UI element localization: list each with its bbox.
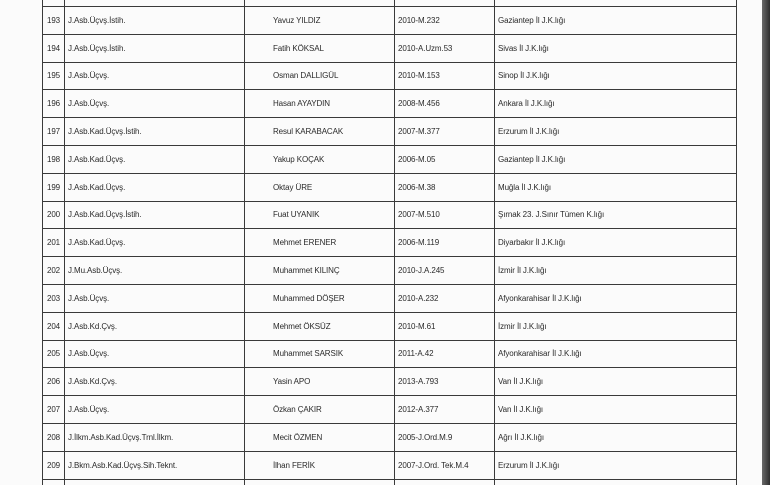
unit-cell: Ankara İl J.K.lığı	[495, 90, 737, 118]
name-cell: Muhammed DÖŞER	[245, 284, 395, 312]
table-row	[43, 423, 737, 451]
rank-cell: J.Asb.Kad.Üçvş.	[65, 229, 245, 257]
rank-cell: J.Asb.Üçvş.	[65, 340, 245, 368]
rank-cell: J.Bkm.Asb.Kad.Üçvş.Sih.Teknt.	[65, 451, 245, 479]
row-number: 196	[43, 90, 65, 118]
row-number: 209	[43, 451, 65, 479]
rank-cell: J.Asb.Üçvş.	[65, 284, 245, 312]
table-row	[43, 34, 737, 62]
table-row	[43, 145, 737, 173]
rank-cell: J.Asb.Kad.Üçvş.İstih.	[65, 118, 245, 146]
name-cell: Oktay ÜRE	[245, 173, 395, 201]
table-row	[43, 368, 737, 396]
sicil-cell: 2010-M.153	[395, 62, 495, 90]
sicil-cell: 2010-J.A.245	[395, 257, 495, 285]
table-row	[43, 173, 737, 201]
row-number: 200	[43, 201, 65, 229]
name-cell: Hasan AYAYDIN	[245, 90, 395, 118]
table-row	[43, 312, 737, 340]
name-cell: Fuat UYANIK	[245, 201, 395, 229]
sicil-cell: 2006-M.119	[395, 229, 495, 257]
row-number: 204	[43, 312, 65, 340]
unit-cell: Afyonkarahisar İl J.K.lığı	[495, 340, 737, 368]
rank-cell: J.Asb.Kd.Çvş.	[65, 312, 245, 340]
unit-cell: Sivas İl J.K.lığı	[495, 34, 737, 62]
unit-cell: Muğla İl J.K.lığı	[495, 173, 737, 201]
row-number: 208	[43, 423, 65, 451]
table-row	[43, 396, 737, 424]
rank-cell: J.Asb.Üçvş.İstih.	[65, 34, 245, 62]
table-row	[43, 90, 737, 118]
sicil-cell: 2007-J.Ord. Tek.M.4	[395, 451, 495, 479]
unit-cell	[495, 479, 737, 485]
unit-cell: Erzurum İl J.K.lığı	[495, 118, 737, 146]
sicil-cell: 2010-A.232	[395, 284, 495, 312]
name-cell: Yakup KOÇAK	[245, 145, 395, 173]
row-number: 201	[43, 229, 65, 257]
name-cell: Yasin APO	[245, 368, 395, 396]
sicil-cell: 2008-M.456	[395, 90, 495, 118]
name-cell	[245, 479, 395, 485]
row-number: 206	[43, 368, 65, 396]
sicil-cell: 2010-M.61	[395, 312, 495, 340]
rank-cell: J.Asb.Üçvş.	[65, 396, 245, 424]
unit-cell: İzmir İl J.K.lığı	[495, 312, 737, 340]
sicil-cell: 2006-M.05	[395, 145, 495, 173]
row-number: 207	[43, 396, 65, 424]
rank-cell: J.Asb.Kad.Üçvş.	[65, 145, 245, 173]
page-edge-shadow	[762, 0, 770, 485]
sicil-cell: 2013-A.793	[395, 368, 495, 396]
table-row	[43, 284, 737, 312]
name-cell: Mecit ÖZMEN	[245, 423, 395, 451]
name-cell: Osman DALLIGÜL	[245, 62, 395, 90]
table-row	[43, 340, 737, 368]
unit-cell: Sinop İl J.K.lığı	[495, 62, 737, 90]
rank-cell: J.İlkm.Asb.Kad.Üçvş.Trnl.İlkm.	[65, 423, 245, 451]
unit-cell: Gaziantep İl J.K.lığı	[495, 7, 737, 35]
table-row	[43, 62, 737, 90]
row-number: 202	[43, 257, 65, 285]
rank-cell: J.Asb.Kd.Çvş.	[65, 368, 245, 396]
name-cell: Resul KARABACAK	[245, 118, 395, 146]
rank-cell: J.Asb.Üçvş.	[65, 90, 245, 118]
name-cell: Muhammet KILINÇ	[245, 257, 395, 285]
sicil-cell: 2011-A.42	[395, 340, 495, 368]
unit-cell: Afyonkarahisar İl J.K.lığı	[495, 284, 737, 312]
row-number: 194	[43, 34, 65, 62]
personnel-table	[42, 0, 737, 485]
unit-cell: Ağrı İl J.K.lığı	[495, 423, 737, 451]
name-cell: Fatih KÖKSAL	[245, 34, 395, 62]
row-number: 203	[43, 284, 65, 312]
unit-cell: Şırnak 23. J.Sınır Tümen K.lığı	[495, 201, 737, 229]
table-row	[43, 201, 737, 229]
table-row	[43, 451, 737, 479]
table-row	[43, 479, 737, 485]
rank-cell: J.Mu.Asb.Üçvş.	[65, 257, 245, 285]
row-number	[43, 479, 65, 485]
sicil-cell: 2005-J.Ord.M.9	[395, 423, 495, 451]
sicil-cell: 2006-M.38	[395, 173, 495, 201]
unit-cell: İzmir İl J.K.lığı	[495, 257, 737, 285]
row-number: 199	[43, 173, 65, 201]
unit-cell: Erzurum İl J.K.lığı	[495, 451, 737, 479]
row-number: 195	[43, 62, 65, 90]
unit-cell: Gaziantep İl J.K.lığı	[495, 145, 737, 173]
sicil-cell: 2012-A.377	[395, 396, 495, 424]
name-cell: Muhammet SARSIK	[245, 340, 395, 368]
rank-cell	[65, 479, 245, 485]
table-row	[43, 7, 737, 35]
unit-cell: Van İl J.K.lığı	[495, 396, 737, 424]
name-cell: Özkan ÇAKIR	[245, 396, 395, 424]
sicil-cell: 2007-M.377	[395, 118, 495, 146]
sicil-cell: 2007-M.510	[395, 201, 495, 229]
name-cell: Mehmet ERENER	[245, 229, 395, 257]
row-number: 198	[43, 145, 65, 173]
sicil-cell	[395, 479, 495, 485]
row-number: 193	[43, 7, 65, 35]
sicil-cell: 2010-A.Uzm.53	[395, 34, 495, 62]
name-cell: Yavuz YILDIZ	[245, 7, 395, 35]
rank-cell: J.Asb.Kad.Üçvş.	[65, 173, 245, 201]
rank-cell: J.Asb.Kad.Üçvş.İstih.	[65, 201, 245, 229]
table-row	[43, 257, 737, 285]
table-row	[43, 229, 737, 257]
rank-cell: J.Asb.Üçvş.İstih.	[65, 7, 245, 35]
sicil-cell: 2010-M.232	[395, 7, 495, 35]
rank-cell: J.Asb.Üçvş.	[65, 62, 245, 90]
name-cell: Mehmet ÖKSÜZ	[245, 312, 395, 340]
table-row	[43, 118, 737, 146]
row-number: 197	[43, 118, 65, 146]
name-cell: İlhan FERİK	[245, 451, 395, 479]
row-number: 205	[43, 340, 65, 368]
unit-cell: Diyarbakır İl J.K.lığı	[495, 229, 737, 257]
unit-cell: Van İl J.K.lığı	[495, 368, 737, 396]
